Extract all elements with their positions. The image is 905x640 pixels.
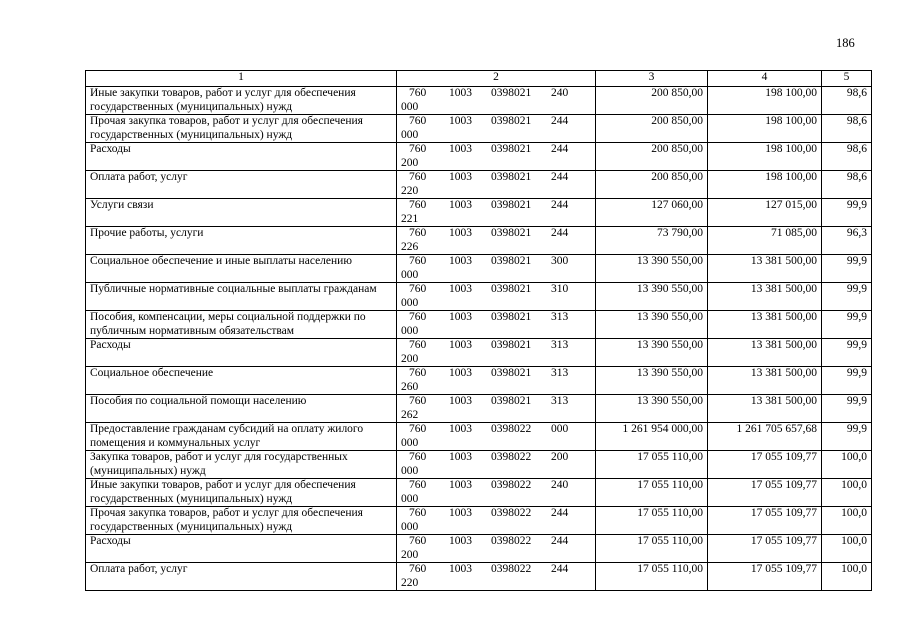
- row-col5-cell: 100,0: [822, 563, 872, 591]
- row-name-cell: Прочая закупка товаров, работ и услуг для обеспечения государственных (муниципальных) нужд: [86, 115, 397, 143]
- row-col4-cell: 13 381 500,00: [708, 283, 822, 311]
- row-name-cell: Пособия по социальной помощи населению: [86, 395, 397, 423]
- budget-code: 760: [409, 311, 427, 323]
- budget-code: 1003: [449, 507, 472, 519]
- budget-code: 0398021: [491, 227, 532, 239]
- budget-code: 1003: [449, 143, 472, 155]
- row-col5-cell: 99,9: [822, 311, 872, 339]
- budget-code: 000: [401, 520, 419, 533]
- budget-code: 244: [551, 115, 569, 127]
- row-col4-cell: 13 381 500,00: [708, 339, 822, 367]
- column-header: 2: [397, 71, 596, 87]
- budget-code: 300: [551, 255, 569, 267]
- table-row: [86, 451, 872, 479]
- budget-code: 760: [409, 339, 427, 351]
- row-col4-cell: 17 055 109,77: [708, 479, 822, 507]
- row-col5-cell: 99,9: [822, 283, 872, 311]
- budget-code: 0398021: [491, 87, 532, 99]
- row-col5-cell: 99,9: [822, 199, 872, 227]
- budget-code: 244: [551, 507, 569, 519]
- budget-code: 0398021: [491, 311, 532, 323]
- row-col5-cell: 98,6: [822, 171, 872, 199]
- budget-code: 760: [409, 255, 427, 267]
- budget-code: 221: [401, 212, 419, 225]
- row-col5-cell: 98,6: [822, 87, 872, 115]
- budget-code: 220: [401, 576, 419, 589]
- row-name-cell: Услуги связи: [86, 199, 397, 227]
- budget-code: 200: [401, 548, 419, 561]
- row-name-cell: Расходы: [86, 535, 397, 563]
- row-col3-cell: 127 060,00: [596, 199, 708, 227]
- row-codes-cell: [397, 395, 596, 423]
- budget-code: 1003: [449, 255, 472, 267]
- table-row: [86, 199, 872, 227]
- budget-code: 0398021: [491, 283, 532, 295]
- budget-table: [85, 70, 872, 591]
- row-name-cell: Иные закупки товаров, работ и услуг для обеспечения государственных (муниципальных) нужд: [86, 479, 397, 507]
- row-codes-cell: [397, 199, 596, 227]
- budget-code: 226: [401, 240, 419, 253]
- budget-code: 1003: [449, 479, 472, 491]
- table-row: [86, 115, 872, 143]
- table-row: [86, 143, 872, 171]
- row-col3-cell: 17 055 110,00: [596, 507, 708, 535]
- budget-code: 000: [401, 436, 419, 449]
- budget-code: 760: [409, 535, 427, 547]
- row-codes-cell: [397, 115, 596, 143]
- budget-code: 1003: [449, 563, 472, 575]
- row-col4-cell: 13 381 500,00: [708, 367, 822, 395]
- table-body: [86, 87, 872, 591]
- budget-code: 0398021: [491, 143, 532, 155]
- budget-code: 000: [401, 296, 419, 309]
- table-row: [86, 227, 872, 255]
- row-col4-cell: 198 100,00: [708, 87, 822, 115]
- row-col3-cell: 1 261 954 000,00: [596, 423, 708, 451]
- budget-code: 000: [401, 324, 419, 337]
- budget-code: 0398021: [491, 115, 532, 127]
- table-row: [86, 255, 872, 283]
- budget-code: 0398022: [491, 563, 532, 575]
- budget-code: 310: [551, 283, 569, 295]
- budget-code: 244: [551, 535, 569, 547]
- row-col5-cell: 99,9: [822, 423, 872, 451]
- budget-code: 313: [551, 367, 569, 379]
- row-codes-cell: [397, 339, 596, 367]
- budget-code: 1003: [449, 535, 472, 547]
- budget-code: 240: [551, 87, 569, 99]
- table-row: [86, 563, 872, 591]
- budget-code: 0398022: [491, 479, 532, 491]
- row-col4-cell: 71 085,00: [708, 227, 822, 255]
- row-col3-cell: 13 390 550,00: [596, 395, 708, 423]
- budget-code: 1003: [449, 311, 472, 323]
- budget-code: 760: [409, 367, 427, 379]
- budget-code: 000: [551, 423, 569, 435]
- table-row: [86, 479, 872, 507]
- budget-code: 240: [551, 479, 569, 491]
- row-codes-cell: [397, 563, 596, 591]
- budget-code: 244: [551, 227, 569, 239]
- budget-code: 200: [401, 156, 419, 169]
- table-row: [86, 395, 872, 423]
- row-name-cell: Социальное обеспечение и иные выплаты населению: [86, 255, 397, 283]
- budget-code: 760: [409, 423, 427, 435]
- row-col3-cell: 200 850,00: [596, 115, 708, 143]
- budget-code: 313: [551, 311, 569, 323]
- row-codes-cell: [397, 507, 596, 535]
- row-col5-cell: 99,9: [822, 367, 872, 395]
- row-codes-cell: [397, 87, 596, 115]
- table-row: [86, 423, 872, 451]
- budget-code: 0398022: [491, 507, 532, 519]
- budget-code: 760: [409, 87, 427, 99]
- row-col4-cell: 13 381 500,00: [708, 255, 822, 283]
- budget-code: 313: [551, 395, 569, 407]
- row-col4-cell: 198 100,00: [708, 115, 822, 143]
- page-number: 186: [836, 36, 855, 50]
- row-col3-cell: 200 850,00: [596, 143, 708, 171]
- budget-code: 760: [409, 227, 427, 239]
- budget-code: 0398021: [491, 339, 532, 351]
- budget-code: 000: [401, 268, 419, 281]
- row-name-cell: Публичные нормативные социальные выплаты гражданам: [86, 283, 397, 311]
- row-col4-cell: 1 261 705 657,68: [708, 423, 822, 451]
- row-codes-cell: [397, 451, 596, 479]
- row-name-cell: Предоставление гражданам субсидий на оплату жилого помещения и коммунальных услуг: [86, 423, 397, 451]
- budget-code: 0398021: [491, 367, 532, 379]
- column-header: 3: [596, 71, 708, 87]
- budget-code: 0398021: [491, 171, 532, 183]
- budget-code: 000: [401, 100, 419, 113]
- row-col4-cell: 17 055 109,77: [708, 451, 822, 479]
- budget-code: 1003: [449, 171, 472, 183]
- row-col3-cell: 13 390 550,00: [596, 283, 708, 311]
- budget-code: 1003: [449, 367, 472, 379]
- row-col3-cell: 200 850,00: [596, 87, 708, 115]
- budget-code: 200: [401, 352, 419, 365]
- row-codes-cell: [397, 171, 596, 199]
- row-name-cell: Оплата работ, услуг: [86, 171, 397, 199]
- budget-code: 000: [401, 128, 419, 141]
- budget-code: 0398022: [491, 535, 532, 547]
- row-codes-cell: [397, 367, 596, 395]
- row-codes-cell: [397, 255, 596, 283]
- row-col5-cell: 98,6: [822, 143, 872, 171]
- row-col3-cell: 13 390 550,00: [596, 339, 708, 367]
- row-name-cell: Оплата работ, услуг: [86, 563, 397, 591]
- row-col4-cell: 127 015,00: [708, 199, 822, 227]
- table-row: [86, 507, 872, 535]
- row-col3-cell: 17 055 110,00: [596, 451, 708, 479]
- budget-code: 1003: [449, 199, 472, 211]
- budget-code: 1003: [449, 451, 472, 463]
- row-col4-cell: 13 381 500,00: [708, 311, 822, 339]
- row-name-cell: Социальное обеспечение: [86, 367, 397, 395]
- budget-code: 1003: [449, 115, 472, 127]
- budget-code: 760: [409, 479, 427, 491]
- row-col4-cell: 13 381 500,00: [708, 395, 822, 423]
- row-name-cell: Закупка товаров, работ и услуг для государственных (муниципальных) нужд: [86, 451, 397, 479]
- budget-code: 244: [551, 563, 569, 575]
- budget-code: 1003: [449, 283, 472, 295]
- column-header: 1: [86, 71, 397, 87]
- row-codes-cell: [397, 535, 596, 563]
- budget-code: 000: [401, 492, 419, 505]
- row-col3-cell: 17 055 110,00: [596, 563, 708, 591]
- row-col3-cell: 17 055 110,00: [596, 479, 708, 507]
- row-col3-cell: 200 850,00: [596, 171, 708, 199]
- budget-code: 200: [551, 451, 569, 463]
- row-col5-cell: 100,0: [822, 507, 872, 535]
- row-col3-cell: 73 790,00: [596, 227, 708, 255]
- row-name-cell: Прочие работы, услуги: [86, 227, 397, 255]
- row-codes-cell: [397, 143, 596, 171]
- table-row: [86, 283, 872, 311]
- budget-code: 262: [401, 408, 419, 421]
- row-col4-cell: 17 055 109,77: [708, 507, 822, 535]
- table-row: [86, 311, 872, 339]
- row-col3-cell: 13 390 550,00: [596, 255, 708, 283]
- table-row: [86, 339, 872, 367]
- budget-code: 1003: [449, 87, 472, 99]
- row-col5-cell: 100,0: [822, 535, 872, 563]
- table-row: [86, 535, 872, 563]
- budget-code: 760: [409, 199, 427, 211]
- row-col5-cell: 100,0: [822, 479, 872, 507]
- budget-code: 1003: [449, 227, 472, 239]
- row-col5-cell: 96,3: [822, 227, 872, 255]
- budget-code: 313: [551, 339, 569, 351]
- budget-code: 0398021: [491, 199, 532, 211]
- row-codes-cell: [397, 311, 596, 339]
- table-row: [86, 367, 872, 395]
- table-row: [86, 87, 872, 115]
- row-col4-cell: 198 100,00: [708, 171, 822, 199]
- budget-code: 760: [409, 451, 427, 463]
- row-col4-cell: 17 055 109,77: [708, 535, 822, 563]
- row-name-cell: Расходы: [86, 143, 397, 171]
- budget-code: 0398021: [491, 255, 532, 267]
- budget-code: 0398022: [491, 423, 532, 435]
- budget-code: 760: [409, 143, 427, 155]
- column-header: 4: [708, 71, 822, 87]
- column-header: 5: [822, 71, 872, 87]
- table-row: [86, 171, 872, 199]
- budget-code: 760: [409, 395, 427, 407]
- budget-code: 220: [401, 184, 419, 197]
- row-col4-cell: 198 100,00: [708, 143, 822, 171]
- budget-code: 000: [401, 464, 419, 477]
- row-name-cell: Расходы: [86, 339, 397, 367]
- row-col5-cell: 99,9: [822, 339, 872, 367]
- row-codes-cell: [397, 283, 596, 311]
- budget-code: 760: [409, 563, 427, 575]
- budget-code: 1003: [449, 395, 472, 407]
- table-header-row: [86, 71, 872, 87]
- row-name-cell: Пособия, компенсации, меры социальной поддержки по публичным нормативным обязательствам: [86, 311, 397, 339]
- budget-code: 244: [551, 171, 569, 183]
- budget-code: 760: [409, 171, 427, 183]
- budget-code: 760: [409, 115, 427, 127]
- row-name-cell: Прочая закупка товаров, работ и услуг для обеспечения государственных (муниципальных) нужд: [86, 507, 397, 535]
- budget-code: 0398021: [491, 395, 532, 407]
- budget-code: 244: [551, 143, 569, 155]
- row-name-cell: Иные закупки товаров, работ и услуг для обеспечения государственных (муниципальных) нужд: [86, 87, 397, 115]
- row-col5-cell: 99,9: [822, 395, 872, 423]
- budget-code: 1003: [449, 423, 472, 435]
- budget-code: 244: [551, 199, 569, 211]
- row-codes-cell: [397, 227, 596, 255]
- budget-code: 760: [409, 283, 427, 295]
- row-col5-cell: 100,0: [822, 451, 872, 479]
- budget-code: 1003: [449, 339, 472, 351]
- row-col3-cell: 13 390 550,00: [596, 311, 708, 339]
- budget-code: 0398022: [491, 451, 532, 463]
- row-col4-cell: 17 055 109,77: [708, 563, 822, 591]
- row-col3-cell: 17 055 110,00: [596, 535, 708, 563]
- row-col5-cell: 99,9: [822, 255, 872, 283]
- budget-code: 260: [401, 380, 419, 393]
- row-col3-cell: 13 390 550,00: [596, 367, 708, 395]
- row-col5-cell: 98,6: [822, 115, 872, 143]
- budget-code: 760: [409, 507, 427, 519]
- row-codes-cell: [397, 479, 596, 507]
- row-codes-cell: [397, 423, 596, 451]
